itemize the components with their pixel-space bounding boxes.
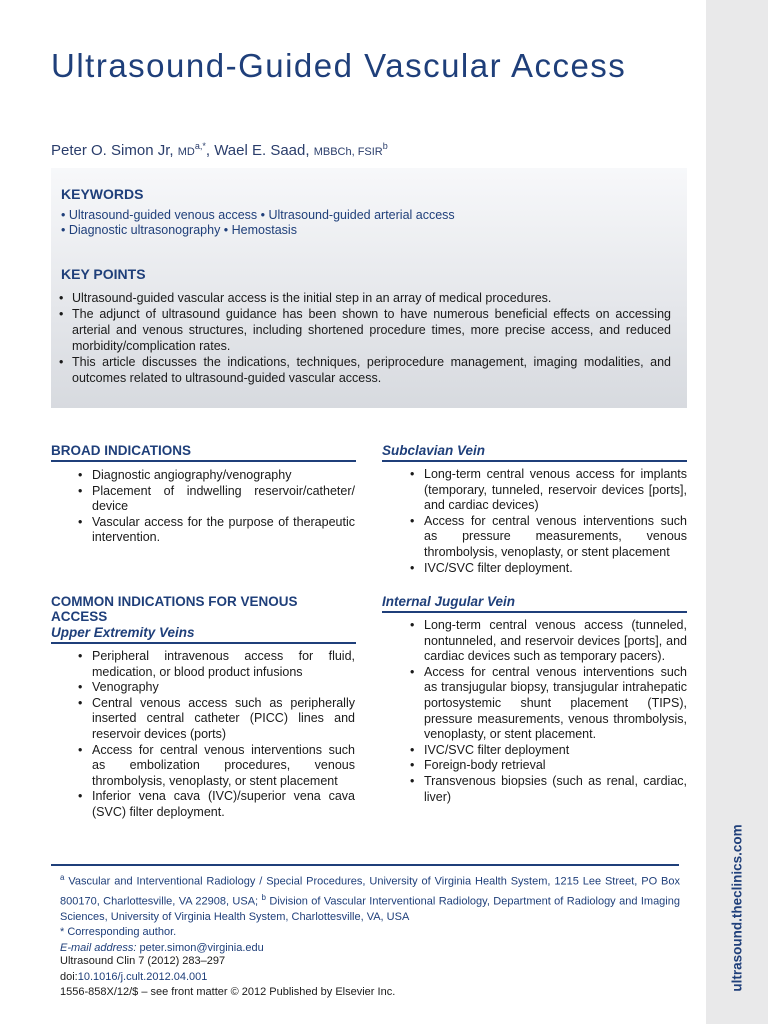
author-name: Peter O. Simon Jr, <box>51 142 178 159</box>
list-item: • IVC/SVC filter deployment <box>410 743 687 759</box>
keywords-heading: KEYWORDS <box>61 186 144 202</box>
upper-extremity-list <box>78 649 355 821</box>
key-points-heading: KEY POINTS <box>61 266 146 282</box>
list-item: • Peripheral intravenous access for fluid, medication, or blood product infusions <box>78 649 355 680</box>
keywords-line: • Ultrasound-guided venous access • Ultrasound-guided arterial access <box>61 208 455 222</box>
journal-citation: Ultrasound Clin 7 (2012) 283–297 <box>60 955 226 967</box>
affiliation-b: Division of Vascular Interventional Radiology, Department of Radiology and Imaging Sciences, University of Virginia Health System, Charlottesville, VA, USA <box>60 895 680 923</box>
list-item: • Transvenous biopsies (such as renal, cardiac, liver) <box>410 774 687 805</box>
footnote-mark: a <box>60 873 65 882</box>
list-item: • Long-term central venous access (tunneled, nontunneled, and reservoir devices [ports], and cardiac devices such as temporary pacers). <box>410 618 687 665</box>
copyright-line: 1556-858X/12/$ – see front matter © 2012 Published by Elsevier Inc. <box>60 986 396 998</box>
keywords-keypoints-box <box>51 168 687 408</box>
list-item: • Long-term central venous access for implants (temporary, tunneled, reservoir devices [ports], and cardiac devices) <box>410 467 687 514</box>
section-rule <box>51 460 356 462</box>
common-indications-heading: COMMON INDICATIONS FOR VENOUS ACCESS <box>51 594 298 624</box>
author-degree: MBBCh, FSIR <box>313 146 383 158</box>
footnote-mark: b <box>261 892 266 902</box>
email-label: E-mail address: <box>60 941 137 954</box>
list-item: • Placement of indwelling reservoir/catheter/ device <box>78 484 355 515</box>
list-item: • Access for central venous interventions such as embolization procedures, venous thrombolysis, venoplasty, or stent placement <box>78 743 355 790</box>
key-point-item: • The adjunct of ultrasound guidance has been shown to have numerous beneficial effects on accessing arterial and venous structures, including shortened procedure times, more precise access, and reduced morbidity/complication rates. <box>59 306 671 354</box>
doi-link[interactable]: 10.1016/j.cult.2012.04.001 <box>77 970 208 983</box>
doi-label: doi: <box>60 970 78 983</box>
author-line: Peter O. Simon Jr, $MD^{a,*}$, Wael E. Saad, MBBCh, FSIR$^b$ <box>51 141 388 159</box>
list-item: • Venography <box>78 680 355 696</box>
author-name: Wael E. Saad, <box>214 142 314 159</box>
key-points-list <box>59 290 671 386</box>
corresponding-author: * Corresponding author. <box>60 926 177 939</box>
author-degree: MD <box>177 146 195 158</box>
footnote-rule <box>51 864 679 866</box>
jugular-list <box>410 618 687 805</box>
list-item: • Central venous access such as peripherally inserted central catheter (PICC) lines and reservoir devices (ports) <box>78 696 355 743</box>
list-item: • Access for central venous interventions such as transjugular biopsy, transjugular intrahepatic portosystemic shunt placement (TIPS), pressure measurements, venous thrombolysis, venoplasty, or stent placement. <box>410 665 687 743</box>
list-item: • Inferior vena cava (IVC)/superior vena cava (SVC) filter deployment. <box>78 789 355 820</box>
upper-extremity-subheading: Upper Extremity Veins <box>51 625 195 640</box>
article-title: Ultrasound-Guided Vascular Access <box>51 47 627 84</box>
list-item: • Diagnostic angiography/venography <box>78 468 355 484</box>
subclavian-list <box>410 467 687 576</box>
journal-url[interactable]: ultrasound.theclinics.com <box>729 824 745 992</box>
section-rule <box>382 611 687 613</box>
section-rule <box>382 460 687 462</box>
keywords-line: • Diagnostic ultrasonography • Hemostasis <box>61 223 297 237</box>
author-affiliation-mark: b <box>382 141 388 151</box>
subclavian-subheading: Subclavian Vein <box>382 443 486 458</box>
affiliations <box>60 870 680 925</box>
jugular-subheading: Internal Jugular Vein <box>382 594 516 609</box>
affiliation-a: Vascular and Interventional Radiology / Special Procedures, University of Virginia Health System, 1215 Lee Street, PO Box 800170, Charlottesville, VA 22908, USA; <box>60 875 680 908</box>
key-point-item: • Ultrasound-guided vascular access is the initial step in an array of medical procedures. <box>59 290 671 306</box>
doi-line <box>60 970 395 986</box>
broad-indications-heading: BROAD INDICATIONS <box>51 443 191 458</box>
broad-indications-list <box>78 468 355 546</box>
key-point-item: • This article discusses the indications, techniques, periprocedure management, imaging modalities, and outcomes related to ultrasound-guided vascular access. <box>59 354 671 386</box>
email-link[interactable]: peter.simon@virginia.edu <box>139 941 264 954</box>
list-item: • Vascular access for the purpose of therapeutic intervention. <box>78 515 355 546</box>
list-item: • IVC/SVC filter deployment. <box>410 561 687 577</box>
author-affiliation-mark: a,* <box>194 141 206 151</box>
footnotes <box>60 870 680 956</box>
section-rule <box>51 642 356 644</box>
list-item: • Foreign-body retrieval <box>410 758 687 774</box>
citation-block <box>60 954 395 1001</box>
list-item: • Access for central venous interventions such as pressure measurements, venous thrombolysis, venoplasty, or stent placement <box>410 514 687 561</box>
